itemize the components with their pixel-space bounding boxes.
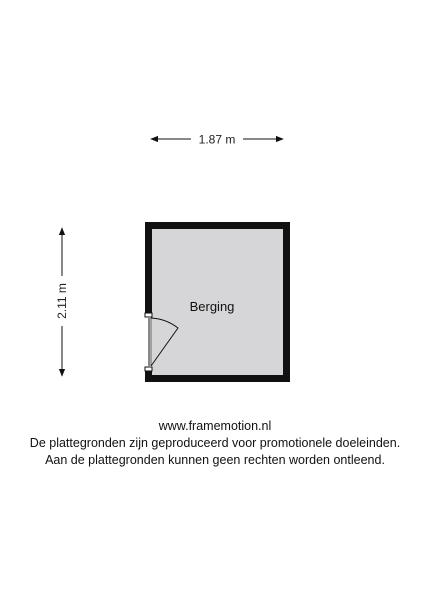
width-dimension <box>151 133 283 147</box>
website-link[interactable]: www.framemotion.nl <box>158 419 272 433</box>
door-jamb-bottom <box>145 367 152 371</box>
height-dimension-label: 2.11 m <box>55 283 69 319</box>
footer <box>0 418 430 469</box>
door-jamb-top <box>145 313 152 317</box>
room-label: Berging <box>189 299 235 314</box>
disclaimer-line-2: Aan de plattegronden kunnen geen rechten worden ontleend. <box>45 453 385 467</box>
height-dimension <box>55 228 69 376</box>
width-dimension-label: 1.87 m <box>198 132 236 147</box>
disclaimer-line-1: De plattegronden zijn geproduceerd voor promotionele doeleinden. <box>29 436 401 450</box>
room-berging <box>145 222 290 382</box>
